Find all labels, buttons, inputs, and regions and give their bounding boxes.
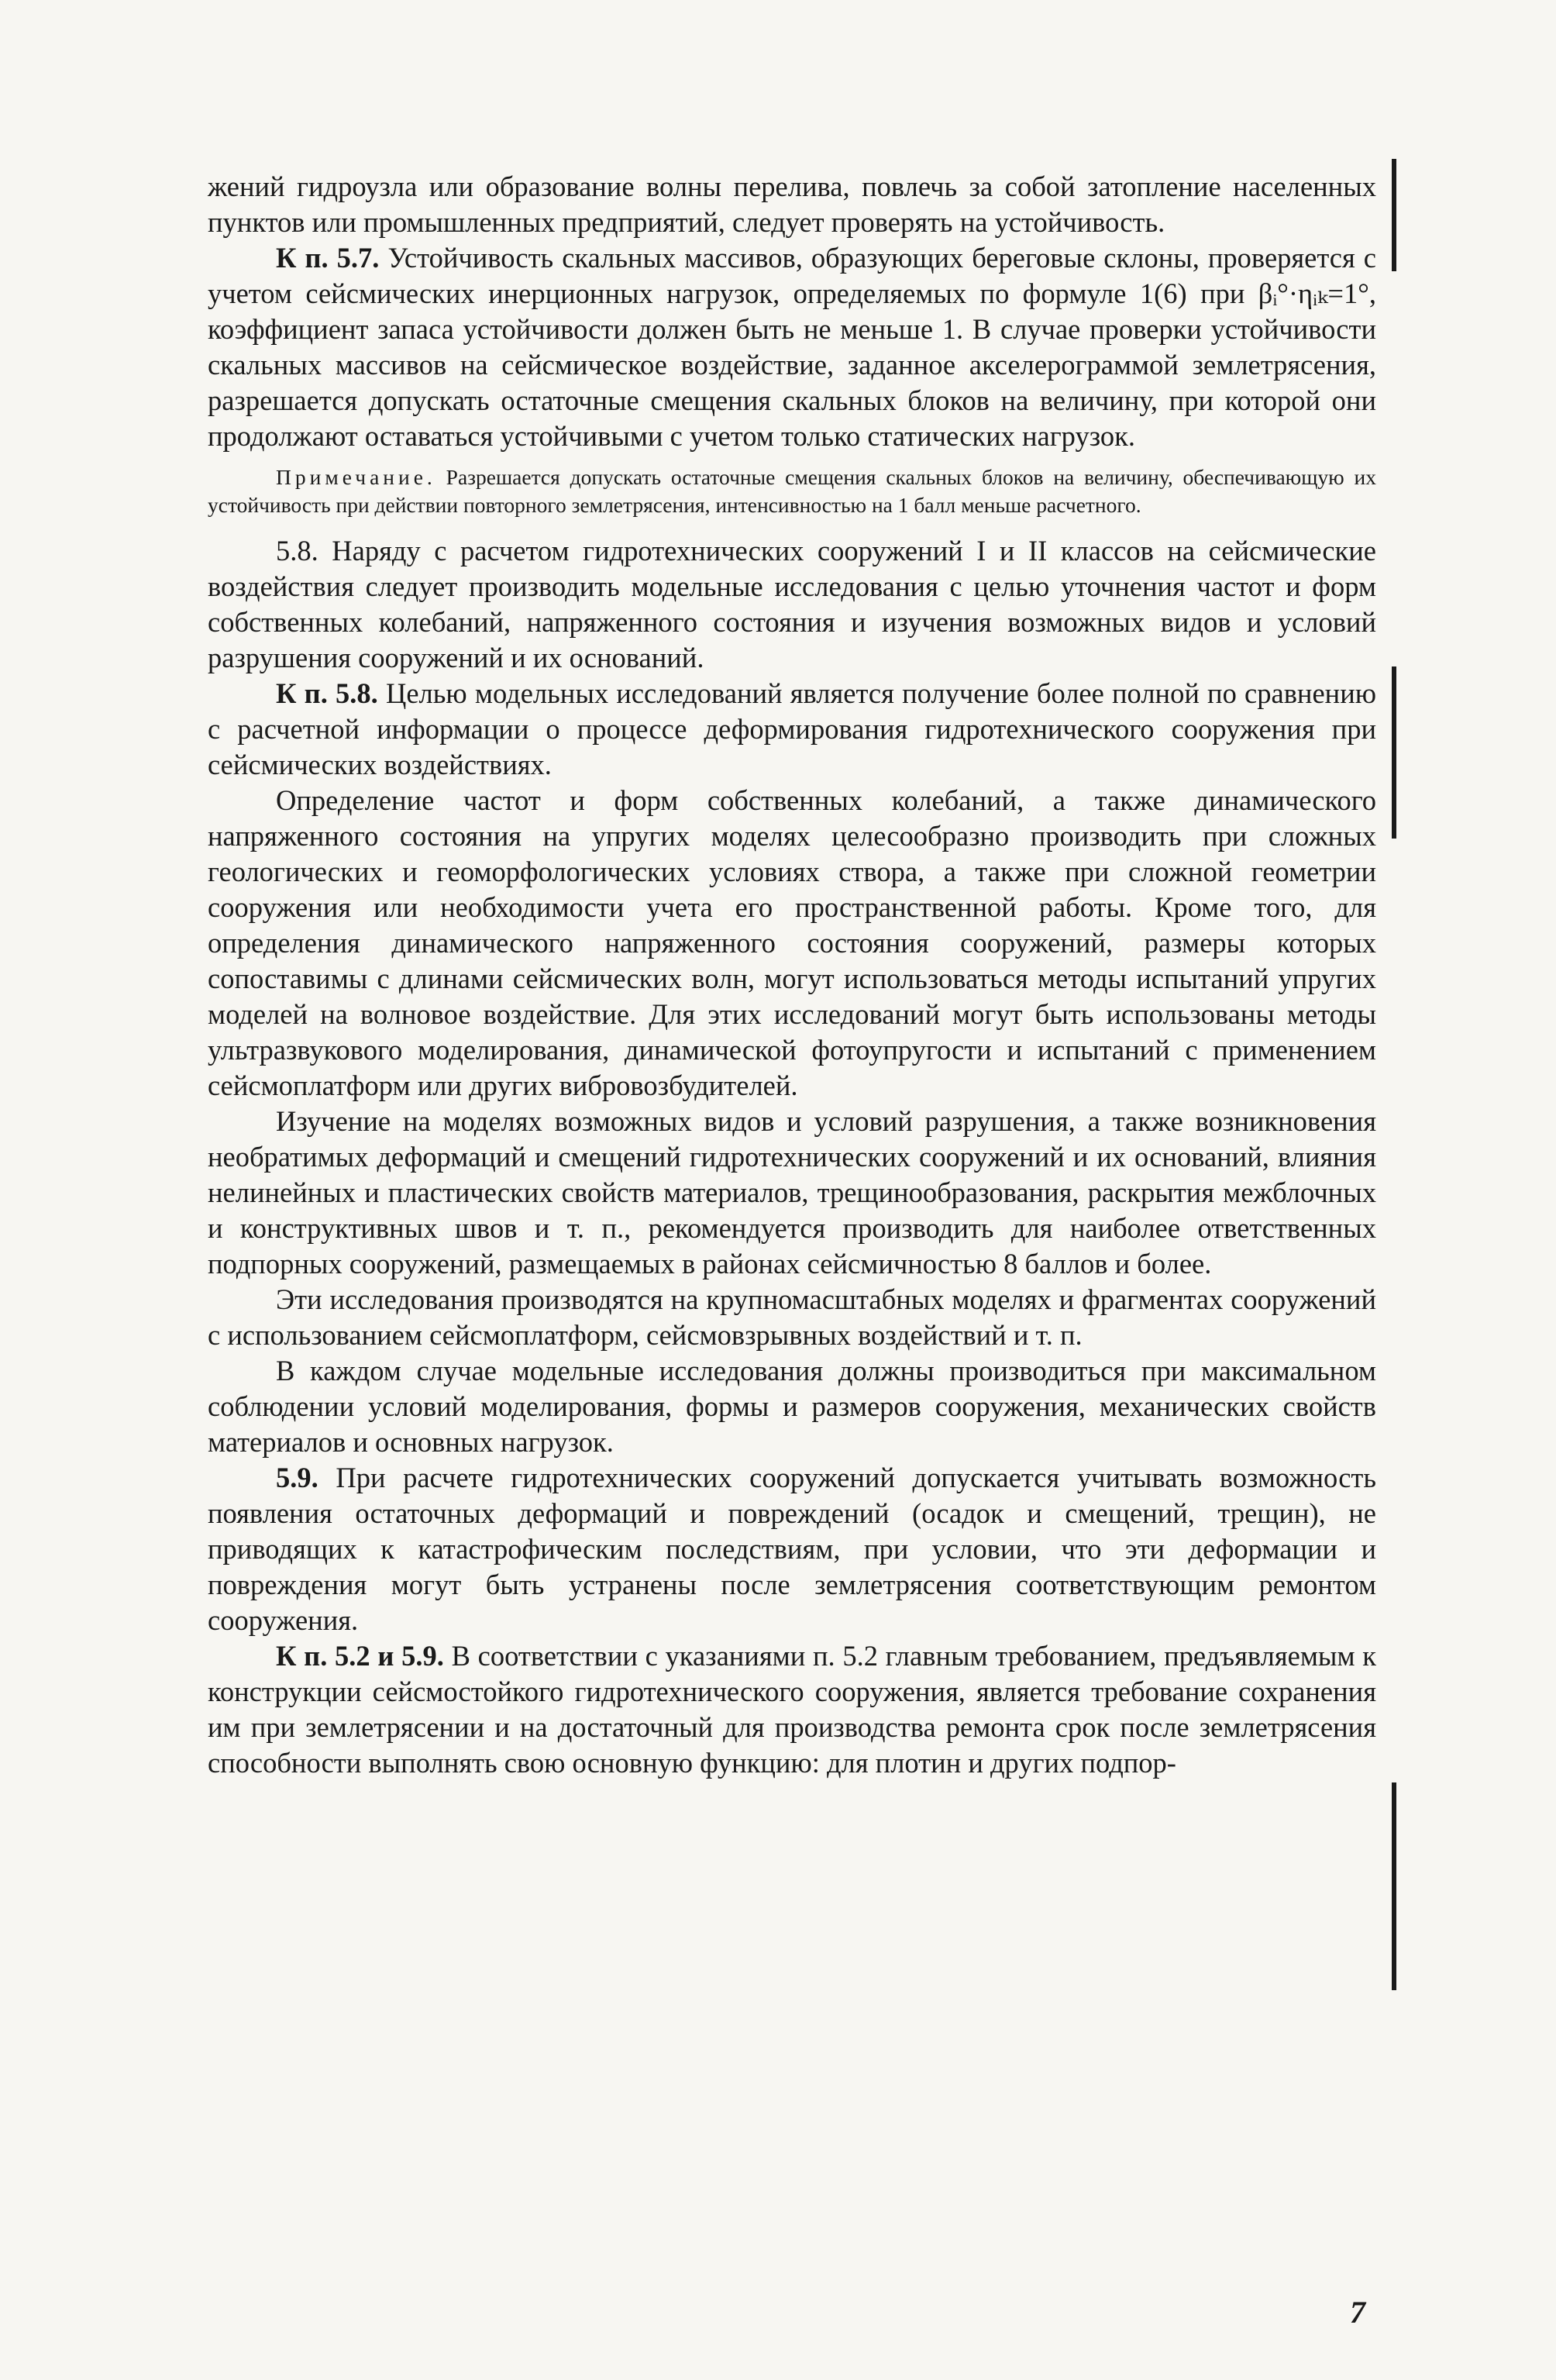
text-column [208,169,1376,1781]
section-label: К п. 5.8. [276,677,378,709]
commentary-5-8 [208,676,1376,783]
paragraph-text: Устойчивость скальных массивов, образующих береговые склоны, проверяется с учетом сейсмических инерционных нагрузок, определяемых по формуле 1(6) при βᵢ°·ηᵢₖ=1°, коэффициент запаса устойчивости должен быть не меньше 1. В случае проверки устойчивости скальных массивов на сейсмическое воздействие, заданное акселерограммой землетрясения, разрешается допускать остаточные смещения скальных блоков на величину, при которой они продолжают оставаться устойчивыми с учетом только статических нагрузок. [208,242,1376,452]
paragraph-frequencies: Определение частот и форм собственных колебаний, а также динамического напряженного состояния на упругих моделях целесообразно производить при сложных геологических и геоморфологических условиях створа, а также при сложной геометрии сооружения или необходимости учета его пространственной работы. Кроме того, для определения динамического напряженного состояния сооружений, размеры которых сопоставимы с длинами сейсмических волн, могут использоваться методы испытаний упругих моделей на волновое воздействие. Для этих исследований могут быть использованы методы ультразвукового моделирования, динамической фотоупругости и испытаний с применением сейсмоплатформ или других вибровозбудителей. [208,784,1376,1101]
clause-5-8 [208,533,1376,676]
note-label: Примечание. [276,465,436,489]
paragraph-modelling-conditions: В каждом случае модельные исследования должны производиться при максимальном соблюдении условий моделирования, формы и размеров сооружения, механических свойств материалов и основных нагрузок. [208,1355,1376,1458]
paragraph-large-scale-models: Эти исследования производятся на крупномасштабных моделях и фрагментах сооружений с использованием сейсмоплатформ, сейсмовзрывных воздействий и т. п. [208,1283,1376,1351]
paragraph-failure-modes: Изучение на моделях возможных видов и условий разрушения, а также возникновения необратимых деформаций и смещений гидротехнических сооружений и их оснований, влияния нелинейных и пластических свойств материалов, трещинообразования, раскрытия межблочных и конструктивных швов и т. п., рекомендуется производить для наиболее ответственных подпорных сооружений, размещаемых в районах сейсмичностью 8 баллов и более. [208,1105,1376,1280]
commentary-5-7 [208,240,1376,454]
paragraph-text: Целью модельных исследований является получение более полной по сравнению с расчетной информации о процессе деформирования гидротехнического сооружения при сейсмических воздействиях. [208,677,1376,780]
paragraph-text: Наряду с расчетом гидротехнических сооружений I и II классов на сейсмические воздействия следует производить модельные исследования с целью уточнения частот и форм собственных колебаний, напряженного состояния и изучения возможных видов и условий разрушения сооружений и их оснований. [208,535,1376,673]
page-number: 7 [1350,2295,1365,2330]
paragraph-continuation: жений гидроузла или образование волны перелива, повлечь за собой затопление населенных пунктов или промышленных предприятий, следует проверять на устойчивость. [208,170,1376,238]
clause-5-9 [208,1460,1376,1638]
note-text: Разрешается допускать остаточные смещения скальных блоков на величину, обеспечивающую их устойчивость при действии повторного землетрясения, интенсивностью на 1 балл меньше расчетного. [208,465,1376,517]
section-label: К п. 5.7. [276,242,380,274]
change-bar-clause-5-8 [1392,666,1396,839]
paragraph-text: При расчете гидротехнических сооружений допускается учитывать возможность появления остаточных деформаций и повреждений (осадок и смещений, трещин), не приводящих к катастрофическим последствиям, при условии, что эти деформации и повреждения могут быть устранены после землетрясения соответствующим ремонтом сооружения. [208,1462,1376,1636]
change-bar-clause-5-9 [1392,1782,1396,1990]
note-block [208,463,1376,519]
section-label: К п. 5.2 и 5.9. [276,1640,444,1672]
paragraph-text: В соответствии с указаниями п. 5.2 главным требованием, предъявляемым к конструкции сейсмостойкого гидротехнического сооружения, является требование сохранения им при землетрясении и на достаточный для производства ремонта срок после землетрясения способности выполнять свою основную функцию: для плотин и других подпор- [208,1640,1377,1779]
section-label: 5.8. [276,535,318,567]
change-bar-top [1392,159,1396,271]
commentary-5-2-5-9 [208,1638,1376,1781]
section-label: 5.9. [276,1462,318,1493]
